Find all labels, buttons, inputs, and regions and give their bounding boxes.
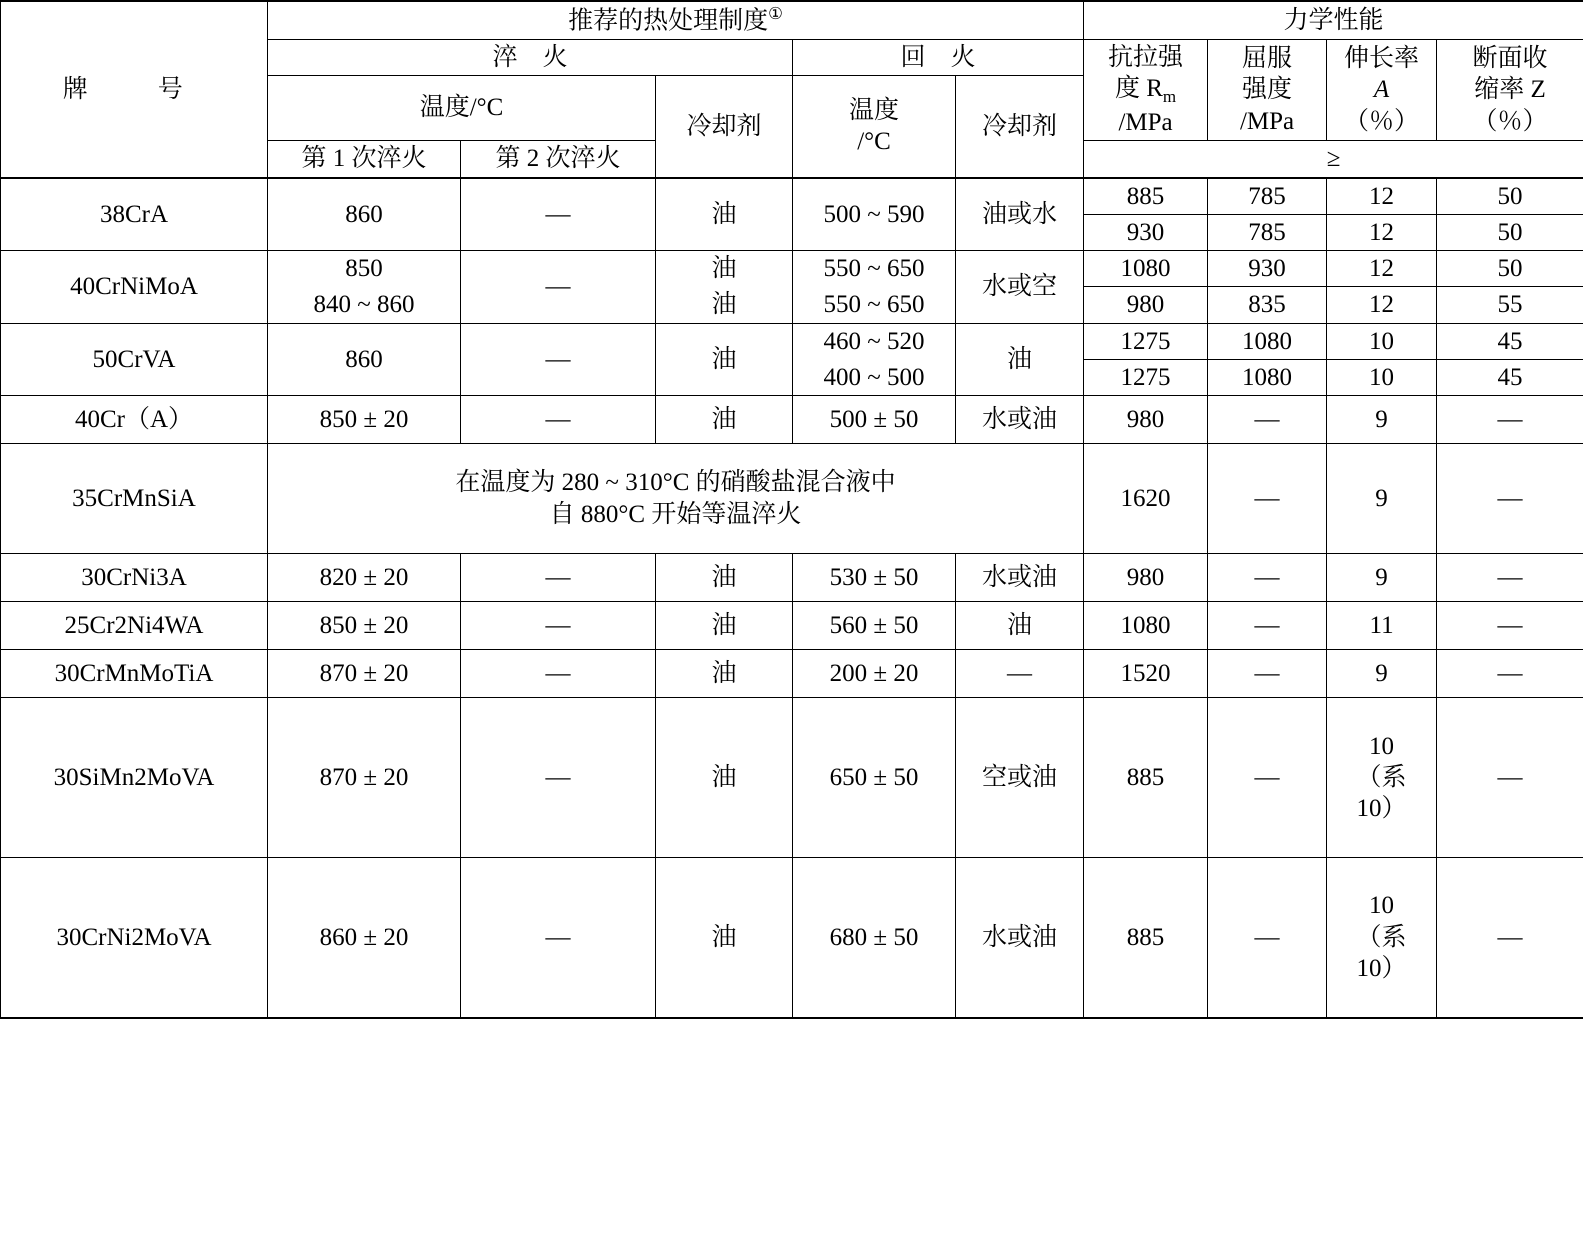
row-reduction: — [1437,554,1583,602]
row-quench-coolant: 油 [656,251,793,287]
row-temper-temp: 550 ~ 650 [793,287,956,323]
row-quench1: 820 ± 20 [268,554,461,602]
row-elongation: 9 [1327,554,1437,602]
row-temper-temp: 560 ± 50 [793,602,956,650]
row-elongation: 9 [1327,650,1437,698]
row-quench2: — [461,602,656,650]
row-yield: 1080 [1208,323,1327,359]
row-yield: 785 [1208,178,1327,215]
table-row [1,251,1583,287]
row-reduction: — [1437,858,1583,1018]
row-tensile: 980 [1084,287,1208,323]
row-quench2: — [461,858,656,1018]
row-temper-coolant: 水或油 [956,396,1084,444]
row-yield: — [1208,858,1327,1018]
row-elongation: 12 [1327,178,1437,215]
row-temper-coolant: 油或水 [956,178,1084,251]
row-tensile: 885 [1084,858,1208,1018]
row-tensile: 1620 [1084,444,1208,554]
row-quench2: — [461,251,656,324]
row-reduction: 45 [1437,323,1583,359]
row-grade: 35CrMnSiA [1,444,268,554]
row-quench2: — [461,323,656,396]
row-yield: — [1208,444,1327,554]
header-temper-coolant: 冷却剂 [956,75,1084,177]
row-temper-temp: 550 ~ 650 [793,251,956,287]
row-tensile: 1080 [1084,602,1208,650]
row-temper-coolant: 水或油 [956,858,1084,1018]
row-quench-coolant: 油 [656,698,793,858]
row-quench-coolant: 油 [656,554,793,602]
row-quench1: 870 ± 20 [268,650,461,698]
row-temper-temp: 500 ~ 590 [793,178,956,251]
row-quench1: 850 ± 20 [268,602,461,650]
table-row [1,396,1583,444]
row-tensile: 980 [1084,554,1208,602]
row-elongation: 10 [1327,359,1437,395]
header-quench-coolant: 冷却剂 [656,75,793,177]
row-reduction: — [1437,396,1583,444]
row-quench1: 860 [268,323,461,396]
row-tensile: 1275 [1084,323,1208,359]
row-temper-coolant: — [956,650,1084,698]
row-yield: 835 [1208,287,1327,323]
row-reduction: 45 [1437,359,1583,395]
row-elongation: 9 [1327,396,1437,444]
row-quench-coolant: 油 [656,287,793,323]
row-yield: — [1208,698,1327,858]
row-quench1: 850 ± 20 [268,396,461,444]
row-quench2: — [461,698,656,858]
header-min-symbol: ≥ [1084,141,1583,178]
row-quench-coolant: 油 [656,323,793,396]
header-quench-second: 第 2 次淬火 [461,141,656,178]
row-tensile: 1520 [1084,650,1208,698]
row-quench1: 840 ~ 860 [268,287,461,323]
header-yield-strength: 屈服 强度 /MPa [1208,39,1327,141]
header-tensile-strength: 抗拉强 度 $R_m$ /MPa [1084,39,1208,141]
row-temper-temp: 530 ± 50 [793,554,956,602]
row-grade: 50CrVA [1,323,268,396]
row-reduction: 55 [1437,287,1583,323]
row-elongation: 12 [1327,251,1437,287]
row-yield: — [1208,554,1327,602]
header-heat-treatment: 推荐的热处理制度① [268,1,1084,39]
row-elongation: 9 [1327,444,1437,554]
row-temper-temp: 200 ± 20 [793,650,956,698]
row-yield: 1080 [1208,359,1327,395]
table-row [1,178,1583,215]
row-temper-temp: 400 ~ 500 [793,359,956,395]
row-yield: — [1208,602,1327,650]
table-row [1,323,1583,359]
row-quench-coolant: 油 [656,602,793,650]
row-reduction: 50 [1437,251,1583,287]
row-quench-coolant: 油 [656,650,793,698]
row-quench2: — [461,554,656,602]
row-grade: 30CrNi3A [1,554,268,602]
row-quench1: 870 ± 20 [268,698,461,858]
row-yield: 785 [1208,214,1327,250]
row-quench1: 850 [268,251,461,287]
header-grade: 牌 号 [1,1,268,178]
row-quench-coolant: 油 [656,178,793,251]
header-mechanical: 力学性能 [1084,1,1583,39]
row-elongation: 10 （系 10） [1327,858,1437,1018]
row-reduction: 50 [1437,214,1583,250]
row-grade: 30CrNi2MoVA [1,858,268,1018]
table-row [1,858,1583,1018]
row-quench2: — [461,396,656,444]
table-row [1,650,1583,698]
row-elongation: 12 [1327,287,1437,323]
row-reduction: — [1437,698,1583,858]
row-yield: — [1208,396,1327,444]
header-row-top [1,1,1583,39]
row-grade: 40Cr（A） [1,396,268,444]
row-quench2: — [461,178,656,251]
header-quench-first: 第 1 次淬火 [268,141,461,178]
row-quench-coolant: 油 [656,396,793,444]
row-reduction: 50 [1437,178,1583,215]
table-row [1,698,1583,858]
row-tensile: 885 [1084,178,1208,215]
row-quench1: 860 [268,178,461,251]
table-row [1,554,1583,602]
row-tensile: 1275 [1084,359,1208,395]
row-temper-coolant: 空或油 [956,698,1084,858]
row-grade: 30CrMnMoTiA [1,650,268,698]
row-reduction: — [1437,602,1583,650]
header-temper-temp: 温度 /°C [793,75,956,177]
row-quench-coolant: 油 [656,858,793,1018]
row-temper-temp: 680 ± 50 [793,858,956,1018]
row-elongation: 10 （系 10） [1327,698,1437,858]
row-tensile: 930 [1084,214,1208,250]
row-temper-coolant: 水或油 [956,554,1084,602]
row-elongation: 12 [1327,214,1437,250]
row-elongation: 11 [1327,602,1437,650]
row-merged-note: 在温度为 280 ~ 310°C 的硝酸盐混合液中 自 880°C 开始等温淬火 [268,444,1084,554]
row-elongation: 10 [1327,323,1437,359]
row-reduction: — [1437,444,1583,554]
table-row [1,444,1583,554]
header-quench-temp: 温度/°C [268,75,656,141]
row-quench1: 860 ± 20 [268,858,461,1018]
table-row [1,602,1583,650]
header-quench: 淬 火 [268,39,793,75]
header-reduction-of-area: 断面收 缩率 Z （％） [1437,39,1583,141]
row-grade: 38CrA [1,178,268,251]
row-yield: 930 [1208,251,1327,287]
header-temper: 回 火 [793,39,1084,75]
row-grade: 40CrNiMoA [1,251,268,324]
row-reduction: — [1437,650,1583,698]
row-temper-coolant: 水或空 [956,251,1084,324]
row-grade: 30SiMn2MoVA [1,698,268,858]
row-temper-temp: 460 ~ 520 [793,323,956,359]
row-quench2: — [461,650,656,698]
row-tensile: 980 [1084,396,1208,444]
row-temper-temp: 650 ± 50 [793,698,956,858]
row-temper-coolant: 油 [956,323,1084,396]
row-temper-temp: 500 ± 50 [793,396,956,444]
row-yield: — [1208,650,1327,698]
row-grade: 25Cr2Ni4WA [1,602,268,650]
row-tensile: 885 [1084,698,1208,858]
row-tensile: 1080 [1084,251,1208,287]
row-temper-coolant: 油 [956,602,1084,650]
header-elongation: 伸长率 A （％） [1327,39,1437,141]
